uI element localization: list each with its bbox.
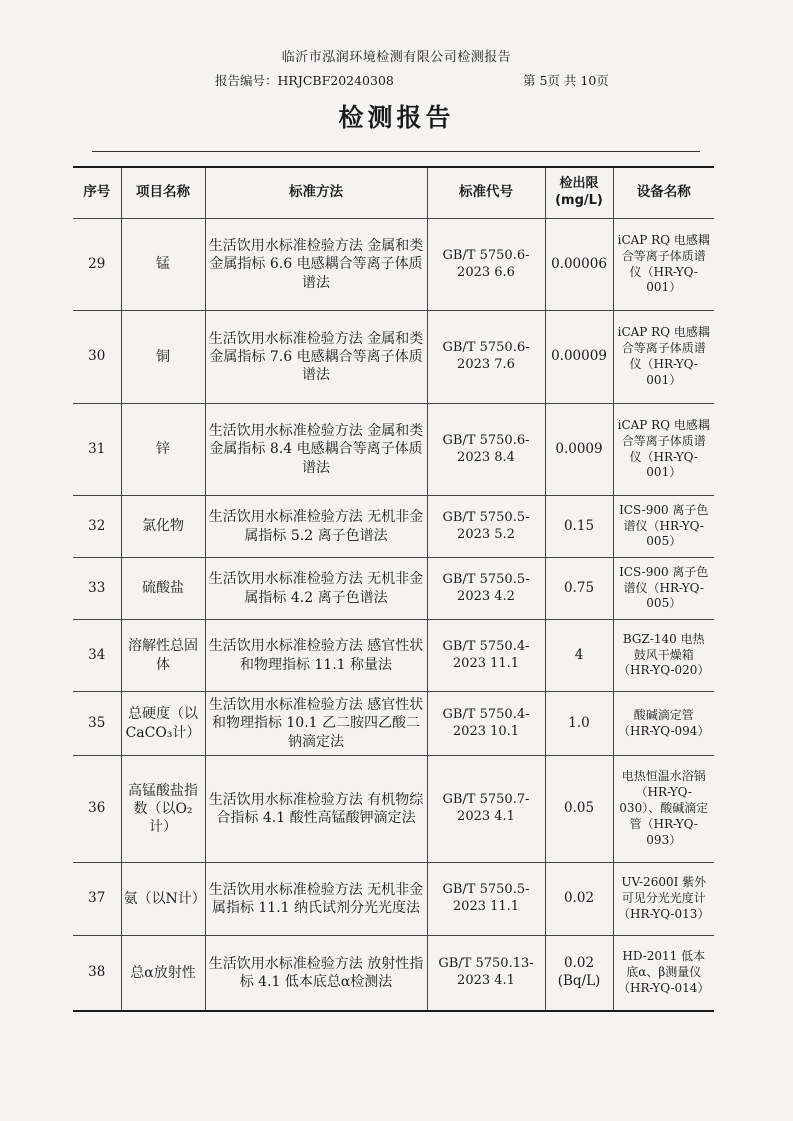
row-equipment: UV-2600I 紫外可见分光光度计（HR-YQ-013） [613,863,714,936]
row-no: 30 [73,311,121,404]
row-method: 生活饮用水标准检验方法 无机非金属指标 5.2 离子色谱法 [205,496,427,558]
row-code: GB/T 5750.5-2023 5.2 [427,496,545,558]
row-code: GB/T 5750.4-2023 10.1 [427,692,545,756]
row-item: 锌 [121,404,205,496]
results-table-container [73,166,714,1012]
row-code: GB/T 5750.6-2023 7.6 [427,311,545,404]
row-code: GB/T 5750.5-2023 4.2 [427,558,545,620]
table-row [73,756,714,863]
row-method: 生活饮用水标准检验方法 感官性状和物理指标 10.1 乙二胺四乙酸二钠滴定法 [205,692,427,756]
header-method: 标准方法 [205,167,427,219]
row-no: 32 [73,496,121,558]
row-item: 铜 [121,311,205,404]
row-limit: 0.0009 [545,404,613,496]
row-code: GB/T 5750.6-2023 8.4 [427,404,545,496]
table-header-row [73,167,714,219]
header-no: 序号 [73,167,121,219]
row-method: 生活饮用水标准检验方法 无机非金属指标 11.1 纳氏试剂分光光度法 [205,863,427,936]
row-no: 38 [73,936,121,1011]
row-no: 31 [73,404,121,496]
row-limit: 0.75 [545,558,613,620]
row-no: 36 [73,756,121,863]
row-equipment: BGZ-140 电热鼓风干燥箱（HR-YQ-020） [613,620,714,692]
method-table [73,166,714,1012]
header-limit: 检出限 (mg/L) [545,167,613,219]
header-equipment: 设备名称 [613,167,714,219]
row-limit: 0.02 (Bq/L) [545,936,613,1011]
row-method: 生活饮用水标准检验方法 放射性指标 4.1 低本底总α检测法 [205,936,427,1011]
row-item: 氯化物 [121,496,205,558]
row-limit: 1.0 [545,692,613,756]
table-row [73,496,714,558]
company-header: 临沂市泓润环境检测有限公司检测报告 [281,50,512,65]
row-no: 35 [73,692,121,756]
row-equipment: iCAP RQ 电感耦合等离子体质谱仪（HR-YQ-001） [613,219,714,311]
row-limit: 0.00006 [545,219,613,311]
row-limit: 4 [545,620,613,692]
row-limit: 0.15 [545,496,613,558]
row-method: 生活饮用水标准检验方法 感官性状和物理指标 11.1 称量法 [205,620,427,692]
row-no: 34 [73,620,121,692]
row-equipment: 电热恒温水浴锅（HR-YQ-030）、酸碱滴定管（HR-YQ-093） [613,756,714,863]
row-method: 生活饮用水标准检验方法 有机物综合指标 4.1 酸性高锰酸钾滴定法 [205,756,427,863]
row-equipment: iCAP RQ 电感耦合等离子体质谱仪（HR-YQ-001） [613,404,714,496]
row-code: GB/T 5750.6-2023 6.6 [427,219,545,311]
row-equipment: ICS-900 离子色谱仪（HR-YQ-005） [613,496,714,558]
row-code: GB/T 5750.4-2023 11.1 [427,620,545,692]
row-no: 29 [73,219,121,311]
row-code: GB/T 5750.13-2023 4.1 [427,936,545,1011]
table-row [73,219,714,311]
row-item: 总硬度（以CaCO₃计） [121,692,205,756]
table-row [73,863,714,936]
row-equipment: 酸碱滴定管（HR-YQ-094） [613,692,714,756]
row-method: 生活饮用水标准检验方法 金属和类金属指标 6.6 电感耦合等离子体质谱法 [205,219,427,311]
row-item: 溶解性总固体 [121,620,205,692]
row-item: 总α放射性 [121,936,205,1011]
row-item: 高锰酸盐指数（以O₂计） [121,756,205,863]
row-limit: 0.02 [545,863,613,936]
row-item: 氨（以N计） [121,863,205,936]
row-method: 生活饮用水标准检验方法 金属和类金属指标 8.4 电感耦合等离子体质谱法 [205,404,427,496]
row-code: GB/T 5750.7-2023 4.1 [427,756,545,863]
table-row [73,558,714,620]
page-title: 检测报告 [338,103,455,132]
row-method: 生活饮用水标准检验方法 金属和类金属指标 7.6 电感耦合等离子体质谱法 [205,311,427,404]
row-limit: 0.05 [545,756,613,863]
table-row [73,311,714,404]
row-code: GB/T 5750.5-2023 11.1 [427,863,545,936]
row-method: 生活饮用水标准检验方法 无机非金属指标 4.2 离子色谱法 [205,558,427,620]
row-no: 37 [73,863,121,936]
header-item: 项目名称 [121,167,205,219]
page-number: 第 5页 共 10页 [523,73,609,88]
row-equipment: HD-2011 低本底α、β测量仪（HR-YQ-014） [613,936,714,1011]
row-equipment: iCAP RQ 电感耦合等离子体质谱仪（HR-YQ-001） [613,311,714,404]
row-limit: 0.00009 [545,311,613,404]
title-divider [92,151,700,152]
table-row [73,936,714,1011]
table-row [73,692,714,756]
table-row [73,620,714,692]
report-number: 报告编号：HRJCBF20240308 [215,73,394,88]
row-item: 锰 [121,219,205,311]
row-no: 33 [73,558,121,620]
table-row [73,404,714,496]
row-item: 硫酸盐 [121,558,205,620]
header-code: 标准代号 [427,167,545,219]
row-equipment: ICS-900 离子色谱仪（HR-YQ-005） [613,558,714,620]
